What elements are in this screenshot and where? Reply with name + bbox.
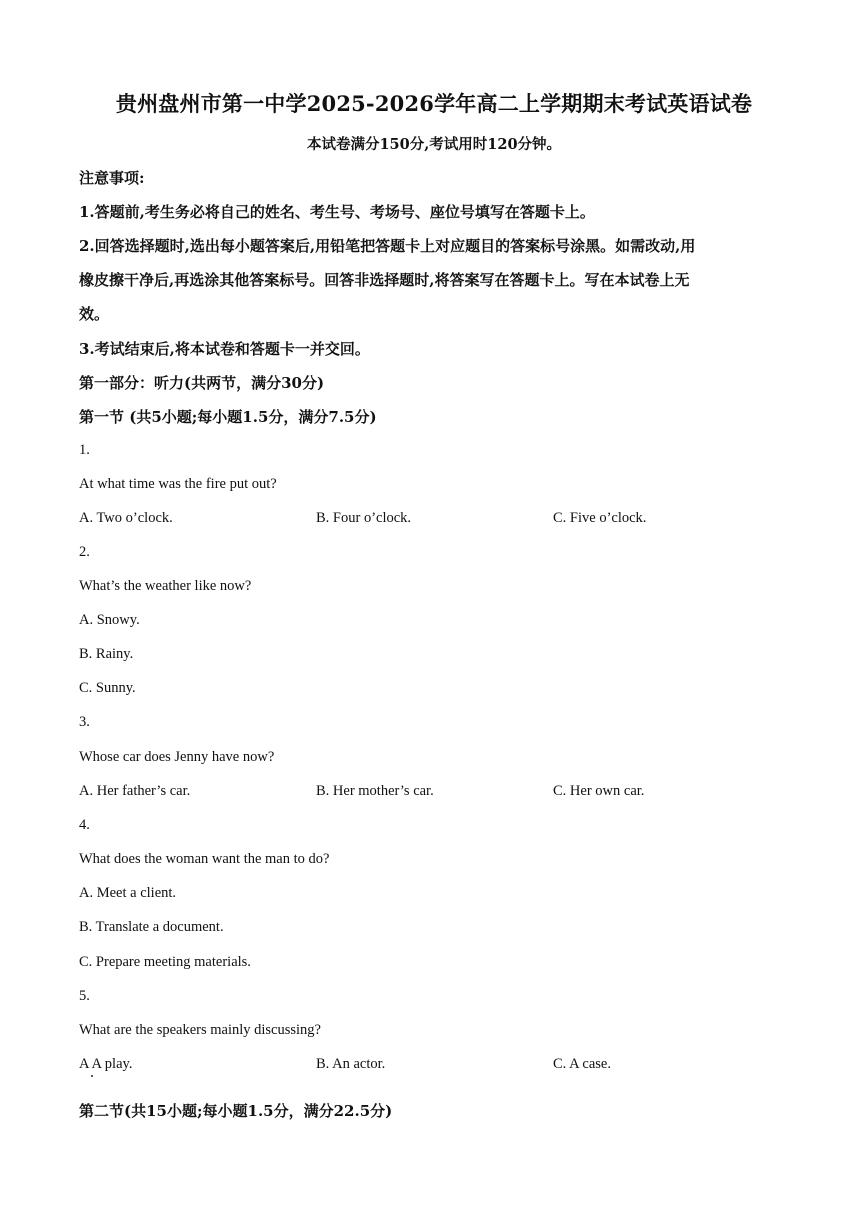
question-text: What are the speakers mainly discussing? <box>79 1022 321 1038</box>
question-number: 3. <box>79 714 90 730</box>
question-option-c: C. Sunny. <box>79 680 136 696</box>
exam-title: 贵州盘州市第一中学2025-2026学年高二上学期期末考试英语试卷 <box>115 91 753 116</box>
question-option-c: C. Her own car. <box>553 783 645 799</box>
question-option-a: A. Snowy. <box>79 612 140 628</box>
question-option-a: A A play. <box>79 1056 133 1072</box>
note-item-2-line-1: 2.回答选择题时,选出每小题答案后,用铅笔把答题卡上对应题目的答案标号涂黑。如需改动,用 <box>79 237 696 255</box>
question-text: What does the woman want the man to do? <box>79 851 330 867</box>
question-text: What’s the weather like now? <box>79 578 252 594</box>
question-number: 2. <box>79 544 90 560</box>
stray-dot-mark <box>91 1075 93 1077</box>
section1-heading: 第一节 (共5小题;每小题1.5分，满分7.5分) <box>79 408 377 426</box>
question-option-b: B. Her mother’s car. <box>316 783 434 799</box>
question-text: At what time was the fire put out? <box>79 476 277 492</box>
question-number: 5. <box>79 988 90 1004</box>
question-option-a: A. Meet a client. <box>79 885 177 901</box>
note-item-2-line-2: 橡皮擦干净后,再选涂其他答案标号。回答非选择题时,将答案写在答题卡上。写在本试卷上无 <box>79 271 690 289</box>
note-item-3: 3.考试结束后,将本试卷和答题卡一并交回。 <box>79 340 370 358</box>
exam-subtitle: 本试卷满分150分,考试用时120分钟。 <box>306 136 562 153</box>
question-number: 1. <box>79 442 90 458</box>
question-option-c: C. A case. <box>553 1056 611 1072</box>
question-option-c: C. Five o’clock. <box>553 510 647 526</box>
notes-heading: 注意事项: <box>79 169 145 187</box>
question-number: 4. <box>79 817 90 833</box>
note-item-1: 1.答题前,考生务必将自己的姓名、考生号、考场号、座位号填写在答题卡上。 <box>79 203 595 221</box>
question-option-b: B. Four o’clock. <box>316 510 412 526</box>
question-option-b: B. An actor. <box>316 1056 386 1072</box>
question-option-a: A. Her father’s car. <box>79 783 191 799</box>
note-item-2-line-3: 效。 <box>79 305 110 323</box>
part1-heading: 第一部分：听力(共两节，满分30分) <box>79 374 325 392</box>
question-option-b: B. Rainy. <box>79 646 134 662</box>
question-option-c: C. Prepare meeting materials. <box>79 954 251 970</box>
question-text: Whose car does Jenny have now? <box>79 749 275 765</box>
question-option-a: A. Two o’clock. <box>79 510 173 526</box>
question-option-b: B. Translate a document. <box>79 919 224 935</box>
section2-heading: 第二节(共15小题;每小题1.5分，满分22.5分) <box>79 1102 393 1120</box>
